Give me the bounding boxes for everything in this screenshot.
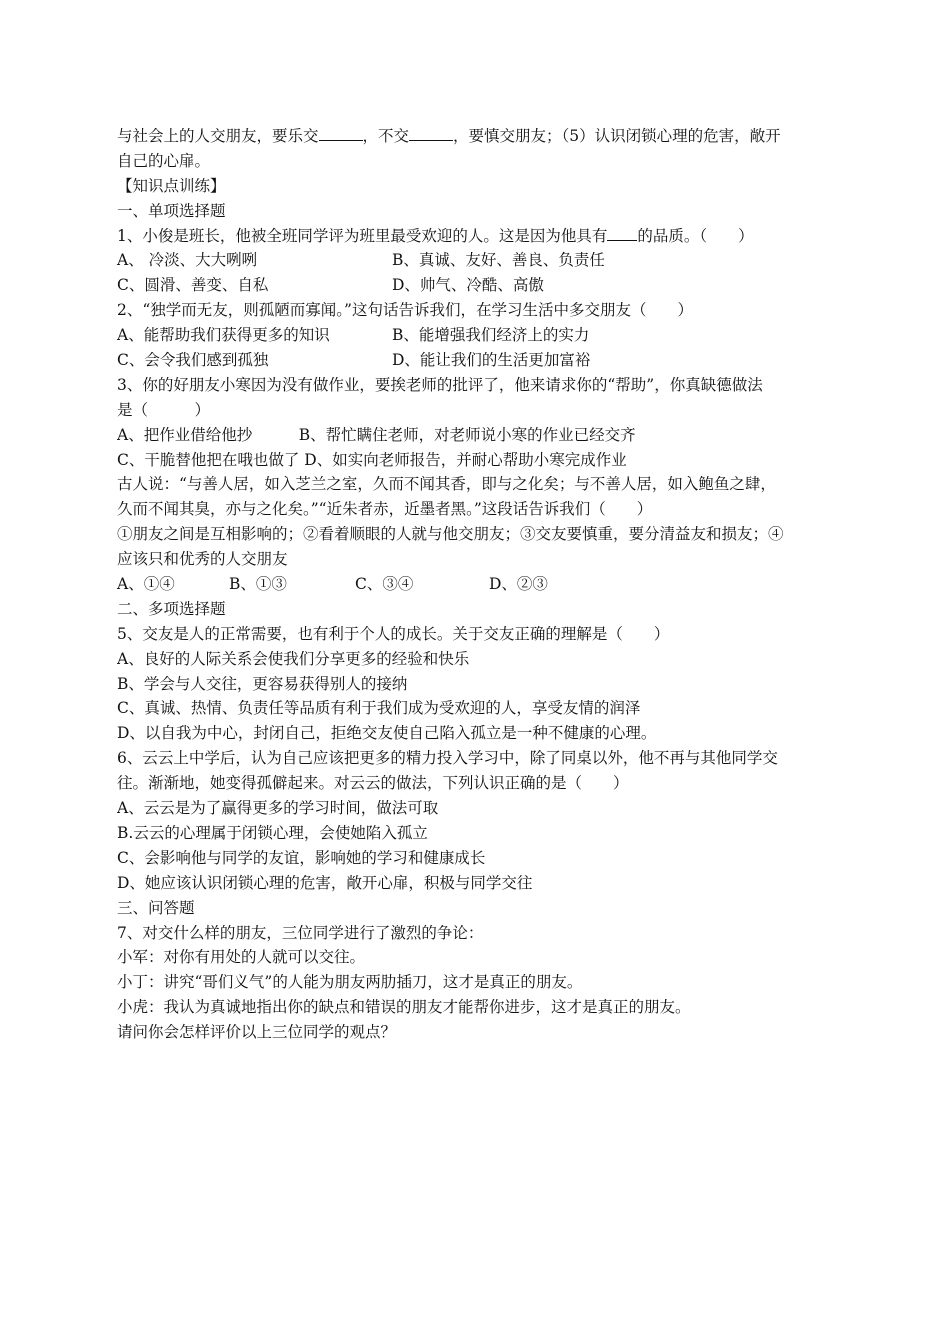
- q7-view-xiaojun: 小军：对你有用处的人就可以交往。: [117, 948, 366, 967]
- q1-option-a: A、 冷淡、大大咧咧: [117, 251, 258, 270]
- q2-option-b: B、能增强我们经济上的实力: [392, 326, 590, 345]
- q2-options-row-2: [117, 348, 839, 373]
- part2-title: 二、多项选择题: [117, 599, 226, 618]
- q3-stem-line-1: 3、你的好朋友小寒因为没有做作业，要挨老师的批评了，他来请求你的“帮助”，你真缺德做法: [117, 375, 763, 394]
- q6-stem-line-1: 6、云云上中学后，认为自己应该把更多的精力投入学习中，除了同桌以外，他不再与其他同学交: [117, 749, 778, 768]
- q4-option-d: D、②③: [489, 575, 548, 594]
- q2-option-d: D、能让我们的生活更加富裕: [392, 351, 591, 370]
- q7-view-xiaoding: 小丁：讲究“哥们义气”的人能为朋友两肋插刀，这才是真正的朋友。: [117, 973, 583, 992]
- q4-stem-line-1: 古人说：“与善人居，如入芝兰之室，久而不闻其香，即与之化矣；与不善人居，如入鲍鱼之肆，: [117, 475, 776, 494]
- q7-view-xiaohu: 小虎：我认为真诚地指出你的缺点和错误的朋友才能帮你进步，这才是真正的朋友。: [117, 998, 691, 1017]
- q6-stem-line-2: 往。渐渐地，她变得孤僻起来。对云云的做法，下列认识正确的是（ ）: [117, 774, 629, 793]
- worksheet-page: [117, 124, 839, 1045]
- q4-option-c: C、③④: [355, 575, 414, 594]
- q1-stem-a: 1、小俊是班长，他被全班同学评为班里最受欢迎的人。这是因为他具有: [117, 226, 608, 245]
- q4-option-a: A、①④: [117, 575, 175, 594]
- q6-option-d: D、她应该认识闭锁心理的危害，敞开心扉，积极与同学交往: [117, 873, 533, 892]
- q6-option-a: A、云云是为了赢得更多的学习时间，做法可取: [117, 799, 439, 818]
- q1-option-c: C、圆滑、善变、自私: [117, 276, 269, 295]
- q1-stem: [117, 224, 839, 249]
- q5-option-a: A、良好的人际关系会使我们分享更多的经验和快乐: [117, 649, 470, 668]
- answer-blank: [607, 226, 637, 241]
- q2-options-row-1: [117, 323, 839, 348]
- q3-options-ab: A、把作业借给他抄 B、帮忙瞒住老师，对老师说小寒的作业已经交齐: [117, 425, 636, 444]
- q1-option-b: B、真诚、友好、善良、负责任: [392, 251, 605, 270]
- q1-option-d: D、帅气、冷酷、高傲: [392, 276, 544, 295]
- q4-options: [117, 572, 839, 597]
- q7-question: 请问你会怎样评价以上三位同学的观点？: [117, 1023, 397, 1042]
- q6-option-c: C、会影响他与同学的友谊，影响她的学习和健康成长: [117, 848, 486, 867]
- q5-option-d: D、以自我为中心，封闭自己，拒绝交友使自己陷入孤立是一种不健康的心理。: [117, 724, 657, 743]
- answer-blank: [319, 126, 363, 141]
- q1-options-row-1: [117, 248, 839, 273]
- intro-line-2: 自己的心扉。: [117, 151, 211, 170]
- part1-title: 一、单项选择题: [117, 201, 226, 220]
- answer-blank: [409, 126, 453, 141]
- q3-stem-line-2: 是（ ）: [117, 400, 211, 419]
- q3-options-cd: C、干脆替他把在哦也做了 D、如实向老师报告，并耐心帮助小寒完成作业: [117, 450, 627, 469]
- section-heading: 【知识点训练】: [117, 176, 226, 195]
- intro-text-a: 与社会上的人交朋友，要乐交: [117, 127, 319, 145]
- q2-stem: 2、“独学而无友，则孤陋而寡闻。”这句话告诉我们，在学习生活中多交朋友（ ）: [117, 301, 693, 320]
- q4-stem-line-2: 久而不闻其臭，亦与之化矣。”“近朱者赤，近墨者黑。”这段话告诉我们（ ）: [117, 500, 653, 519]
- q1-stem-b: 的品质。（ ）: [637, 226, 754, 245]
- q2-option-a: A、能帮助我们获得更多的知识: [117, 326, 330, 345]
- q1-options-row-2: [117, 273, 839, 298]
- q4-statements-line-1: ①朋友之间是互相影响的；②看着顺眼的人就与他交朋友；③交友要慎重，要分清益友和损友；④: [117, 525, 784, 544]
- q5-option-c: C、真诚、热情、负责任等品质有利于我们成为受欢迎的人，享受友情的润泽: [117, 699, 641, 718]
- q6-option-b: B.云云的心理属于闭锁心理，会使她陷入孤立: [117, 823, 428, 842]
- part3-title: 三、问答题: [117, 898, 195, 917]
- q2-option-c: C、会令我们感到孤独: [117, 351, 269, 370]
- q5-stem: 5、交友是人的正常需要，也有利于个人的成长。关于交友正确的理解是（ ）: [117, 624, 670, 643]
- intro-line-1: [117, 124, 839, 149]
- intro-text-c: ，要慎交朋友；（5）认识闭锁心理的危害，敞开: [453, 127, 781, 145]
- q5-option-b: B、学会与人交往，更容易获得别人的接纳: [117, 674, 408, 693]
- intro-text-b: ，不交: [362, 127, 410, 145]
- q4-statements-line-2: 应该只和优秀的人交朋友: [117, 550, 288, 569]
- q7-stem: 7、对交什么样的朋友，三位同学进行了激烈的争论：: [117, 923, 484, 942]
- q4-option-b: B、①③: [229, 575, 287, 594]
